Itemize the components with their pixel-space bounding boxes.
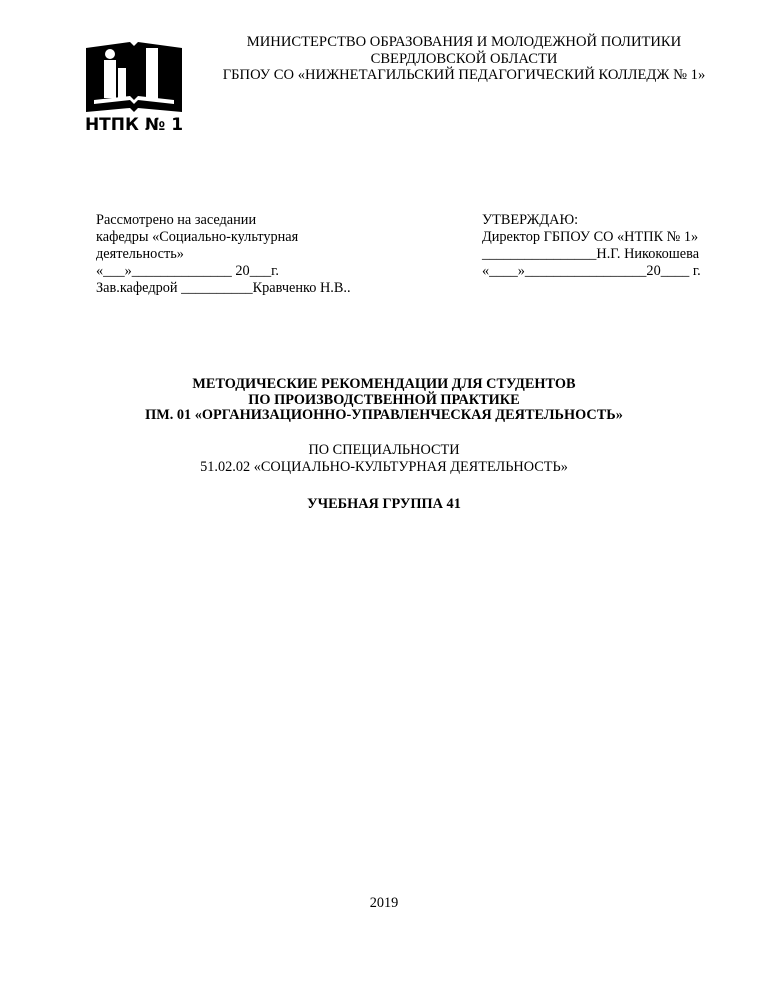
ministry-header bbox=[196, 34, 732, 84]
review-date-line: «___»______________ 20___г. bbox=[96, 263, 279, 279]
svg-text:НТПК № 1: НТПК № 1 bbox=[84, 115, 184, 134]
department-head-line: Зав.кафедрой __________Кравченко Н.В.. bbox=[96, 280, 351, 296]
approve-heading: УТВЕРЖДАЮ: bbox=[482, 212, 579, 228]
director-title: Директор ГБПОУ СО «НТПК № 1» bbox=[482, 229, 699, 245]
review-line-1: Рассмотрено на заседании bbox=[96, 212, 257, 228]
director-approval-block bbox=[482, 212, 701, 280]
department-review-block bbox=[96, 212, 351, 297]
study-group: УЧЕБНАЯ ГРУППА 41 bbox=[307, 496, 461, 512]
ministry-line-2: СВЕРДЛОВСКОЙ ОБЛАСТИ bbox=[370, 50, 558, 67]
review-line-2: кафедры «Социально-культурная bbox=[96, 229, 299, 245]
specialty-block bbox=[96, 442, 672, 476]
document-year: 2019 bbox=[369, 895, 399, 911]
college-logo bbox=[80, 38, 188, 134]
ministry-line-3: ГБПОУ СО «НИЖНЕТАГИЛЬСКИЙ ПЕДАГОГИЧЕСКИЙ КОЛЛЕДЖ № 1» bbox=[222, 67, 706, 83]
director-signature-line: ________________Н.Г. Никокошева bbox=[482, 246, 700, 262]
specialty-label: ПО СПЕЦИАЛЬНОСТИ bbox=[308, 442, 460, 458]
title-line-3: ПМ. 01 «ОРГАНИЗАЦИОННО-УПРАВЛЕНЧЕСКАЯ ДЕЯТЕЛЬНОСТЬ» bbox=[145, 407, 623, 423]
specialty-code: 51.02.02 «СОЦИАЛЬНО-КУЛЬТУРНАЯ ДЕЯТЕЛЬНОСТЬ» bbox=[200, 459, 568, 475]
review-line-3: деятельность» bbox=[96, 246, 184, 262]
document-title bbox=[96, 377, 672, 424]
title-line-2: ПО ПРОИЗВОДСТВЕННОЙ ПРАКТИКЕ bbox=[248, 391, 520, 408]
title-line-1: МЕТОДИЧЕСКИЕ РЕКОМЕНДАЦИИ ДЛЯ СТУДЕНТОВ bbox=[192, 376, 576, 392]
approval-date-line: «____»_________________20____ г. bbox=[482, 263, 701, 279]
ministry-line-1: МИНИСТЕРСТВО ОБРАЗОВАНИЯ И МОЛОДЕЖНОЙ ПОЛИТИКИ bbox=[246, 34, 682, 50]
